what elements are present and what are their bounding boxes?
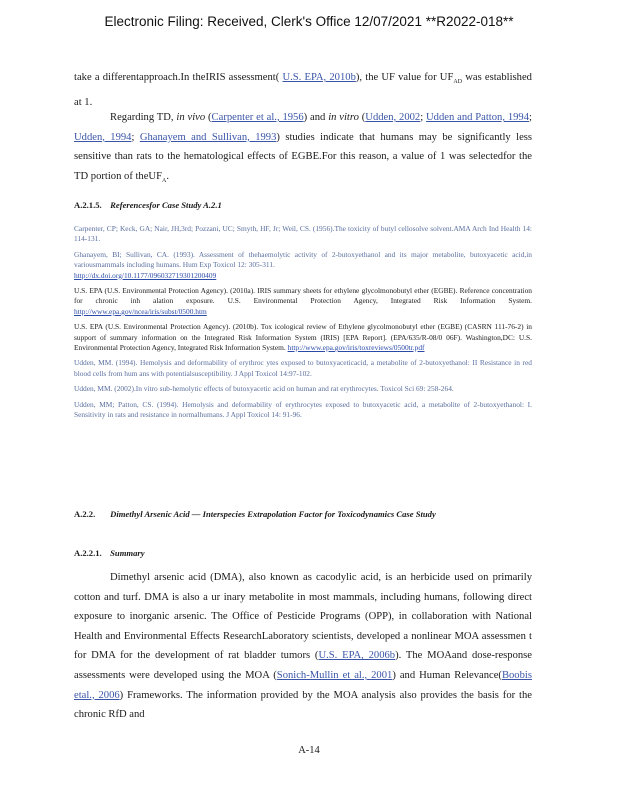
citation-link[interactable]: U.S. EPA, 2010b xyxy=(282,72,356,83)
citation-link[interactable]: Udden, 1994 xyxy=(74,131,132,143)
reference-item: U.S. EPA (U.S. Environmental Protection Agency). (2010b). Tox icological review of Ethylene glycolmonobutyl ether (EGBE) (CASRN 111-76-2) in support of summary information on the Integrated Risk Information System (IRIS) [EPA Report]. (EPA/635/R-08/0 06F). Washington,DC: U.S. Environmental Protection Agency, Integrated Risk Information System. http://www.epa.gov/iris/toxreviews/0500tr.pdf xyxy=(74,322,532,353)
reference-item: Carpenter, CP; Keck, GA; Nair, JH,3rd; Pozzani, UC; Smyth, HF, Jr; Weil, CS. (1956).The toxicity of butyl cellosolve solvent.AMA Arch Ind Health 14: 114-131. xyxy=(74,224,532,244)
reference-item: Ghanayem, BI; Sullivan, CA. (1993). Assessment of thehaemolytic activity of 2-butoxyethanol and its major metabolite, butoxyacetic acid,in variousmammals including humans. Hum Exp Toxicol 12: 305-311. http://dx.doi.org/10.1177/096032719301200409 xyxy=(74,249,532,280)
reference-url[interactable]: http://www.epa.gov/ncea/iris/subst/0500.htm xyxy=(74,306,207,316)
section-heading-a221: A.2.2.1. Summary xyxy=(74,548,145,558)
reference-url[interactable]: http://dx.doi.org/10.1177/096032719301200409 xyxy=(74,270,217,280)
paragraph-uf-ad: take a differentapproach.In theIRIS assessment( U.S. EPA, 2010b), the UF value for $UF_{AD}$ was established at 1. xyxy=(74,72,532,108)
reference-item: Udden, MM; Patton, CS. (1994). Hemolysis and deformability of erythrocytes exposed to butoxyacetic acid, a metabolite of 2-butoxyethanol: I. Sensitivity in rats and resistance in normalhumans. J Appl Toxicol 14: 91-96. xyxy=(74,399,532,420)
citation-link[interactable]: U.S. EPA, 2006b xyxy=(318,650,396,662)
reference-url[interactable]: http://www.epa.gov/iris/toxreviews/0500tr.pdf xyxy=(287,343,425,353)
citation-link[interactable]: Udden and Patton, 1994 xyxy=(426,112,530,123)
reference-list xyxy=(74,224,532,426)
filing-header: Electronic Filing: Received, Clerk's Office 12/07/2021 **R2022-018** xyxy=(104,14,514,29)
citation-link[interactable]: Boobis etal., 2006 xyxy=(74,669,532,701)
section-heading-a22: A.2.2. Dimethyl Arsenic Acid — Interspecies Extrapolation Factor for Toxicodynamics Case Study xyxy=(74,509,436,519)
paragraph-td: Regarding TD, in vivo (Carpenter et al., 1956) and in vitro (Udden, 2002; Udden and Patton, 1994; Udden, 1994; Ghanayem and Sullivan, 1993) studies indicate that humans may be significantly less sensitive than rats to the hematological effects of EGBE.For this reason, a value of 1 was selectedfor the TD portion of theUF$_A$. xyxy=(74,112,533,184)
reference-item: Udden, MM. (2002).In vitro sub-hemolytic effects of butoxyacetic acid on human and rat erythrocytes. Toxicol Sci 69: 258-264. xyxy=(74,384,454,394)
citation-link[interactable]: Carpenter et al., 1956 xyxy=(211,112,304,123)
reference-item: Udden, MM. (1994). Hemolysis and deformability of erythroc ytes exposed to butoxyaceticacid, a metabolite of 2-butoxyethanol: II Resistance in red blood cells from hum ans with potentialsusceptibility. J Appl Toxicol 14:97-102. xyxy=(74,358,532,378)
reference-item: U.S. EPA (U.S. Environmental Protection Agency). (2010a). IRIS summary sheets for ethylene glycolmonobutyl ether (EGBE). Reference concentration for chronic inh alation exposure. U.S. Environmental Protection Agency, Integrated Risk Information System. http://www.epa.gov/ncea/iris/subst/0500.htm xyxy=(74,286,532,316)
citation-link[interactable]: Sonich-Mullin et al., 2001 xyxy=(276,669,393,681)
citation-link[interactable]: Ghanayem and Sullivan, 1993 xyxy=(139,131,277,143)
page-number: A-14 xyxy=(298,745,320,756)
paragraph-dma-summary: Dimethyl arsenic acid (DMA), also known as cacodylic acid, is an herbicide used on primarily cotton and turf. DMA is also a ur inary metabolite in most mammals, including humans, following direct exposure to inorganic arsenic. The Office of Pesticide Programs (OPP), in collaboration with National Health and Environmental Effects ResearchLaboratory scientists, developed a nonlinear MOA assessmen t for DMA for the development of rat bladder tumors (U.S. EPA, 2006b). The MOAand dose-response assessments were developed using the MOA (Sonich-Mullin et al., 2001) and Human Relevance(Boobis etal., 2006) Frameworks. The information provided by the MOA analysis also provides the basis for the chronic RfD and xyxy=(74,572,532,721)
citation-link[interactable]: Udden, 2002 xyxy=(365,112,421,123)
section-heading-a215: A.2.1.5. Referencesfor Case Study A.2.1 xyxy=(74,200,222,210)
